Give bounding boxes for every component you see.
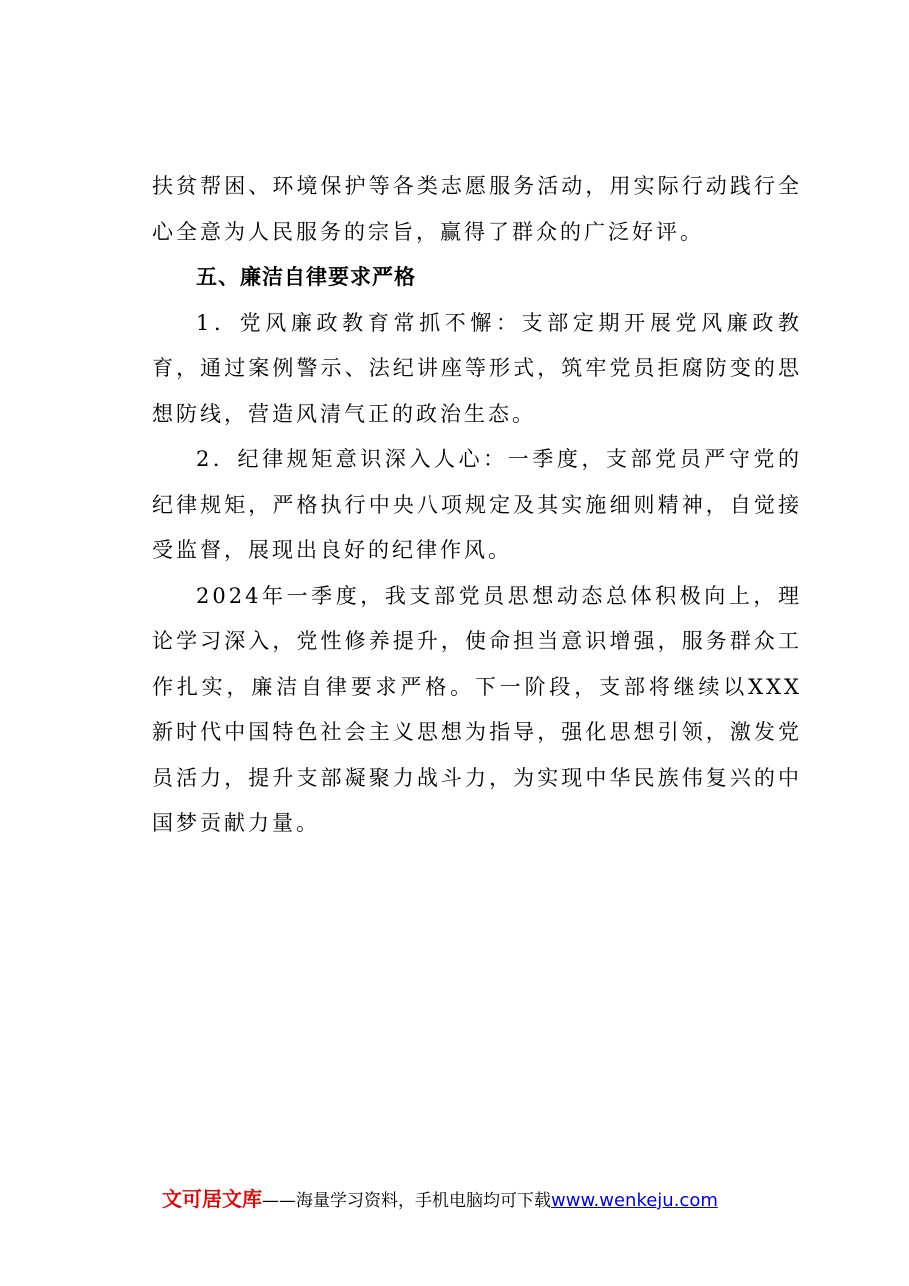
paragraph-continuation: 扶贫帮困、环境保护等各类志愿服务活动，用实际行动践行全心全意为人民服务的宗旨，赢得了群众的广泛好评。 (152, 174, 802, 244)
footer-brand: 文可居文库 (162, 1187, 262, 1211)
footer-tagline: ——海量学习资料，手机电脑均可下载 (262, 1191, 551, 1211)
paragraph-item-1: 1．党风廉政教育常抓不懈：支部定期开展党风廉政教育，通过案例警示、法纪讲座等形式，筑牢党员拒腐防变的思想防线，营造风清气正的政治生态。 (152, 310, 802, 426)
paragraph-item-2: 2．纪律规矩意识深入人心：一季度，支部党员严守党的纪律规矩，严格执行中央八项规定及其实施细则精神，自觉接受监督，展现出良好的纪律作风。 (152, 447, 802, 562)
document-body (152, 164, 802, 847)
footer-site-link[interactable]: www.wenkeju.com (551, 1190, 718, 1211)
paragraph-summary: 2024年一季度，我支部党员思想动态总体积极向上，理论学习深入，党性修养提升，使命担当意识增强，服务群众工作扎实，廉洁自律要求严格。下一阶段，支部将继续以XXX新时代中国特色社会主义思想为指导，强化思想引领，激发党员活力，提升支部凝聚力战斗力，为实现中华民族伟复兴的中国梦贡献力量。 (152, 583, 802, 835)
footer-banner (162, 1183, 718, 1212)
section-heading: 五、廉洁自律要求严格 (196, 265, 416, 289)
